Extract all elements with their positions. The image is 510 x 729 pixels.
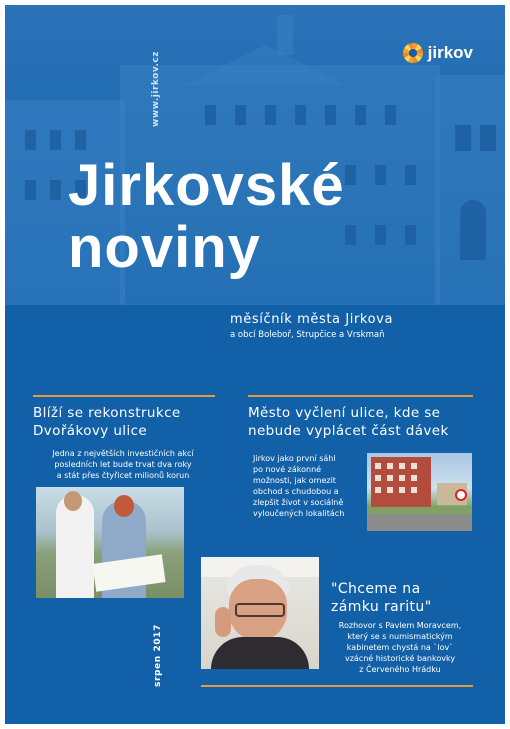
divider-bottom bbox=[201, 685, 473, 687]
logo-text: jirkov bbox=[427, 43, 473, 62]
article-3-headline[interactable]: "Chceme na zámku raritu" bbox=[331, 581, 432, 615]
article-1-perex: Jedna z největších investičních akcí posledních let bude trvat dva roky a stát přes čtyřicet milionů korun bbox=[52, 449, 194, 480]
article-1-headline[interactable]: Blíží se rekonstrukce Dvořákovy ulice bbox=[33, 405, 181, 439]
masthead-subtitle-municipalities: a obcí Boleboř, Strupčice a Vrskmaň bbox=[230, 330, 385, 340]
title-line-2: noviny bbox=[68, 215, 261, 280]
masthead-subtitle: měsíčník města Jirkova bbox=[230, 312, 394, 327]
title-line-1: Jirkovské bbox=[68, 153, 345, 218]
sun-logo-icon bbox=[403, 43, 423, 63]
interview-portrait-photo bbox=[201, 557, 319, 669]
divider-article-2 bbox=[248, 395, 473, 397]
masthead-title bbox=[68, 155, 345, 279]
article-2-photo bbox=[367, 453, 472, 531]
article-2-perex: Jirkov jako první sáhl po nové zákonné možnosti, jak omezit obchod s chudobou a zlepšit život v sociálně vyloučených lokalitách bbox=[253, 454, 345, 518]
newspaper-cover bbox=[5, 5, 505, 724]
divider-article-1 bbox=[33, 395, 215, 397]
article-3-perex: Rozhovor s Pavlem Moravcem, který se s numismatickým kabinetem chystá na `lov` vzácné historické bankovky z Červeného Hrádku bbox=[338, 621, 462, 674]
issue-date: srpen 2017 bbox=[153, 624, 163, 687]
article-1-photo bbox=[36, 487, 184, 598]
article-2-headline[interactable]: Město vyčlení ulice, kde se nebude vyplácet část dávek bbox=[248, 405, 449, 439]
jirkov-logo bbox=[403, 43, 473, 63]
website-url: www.jirkov.cz bbox=[151, 51, 161, 127]
